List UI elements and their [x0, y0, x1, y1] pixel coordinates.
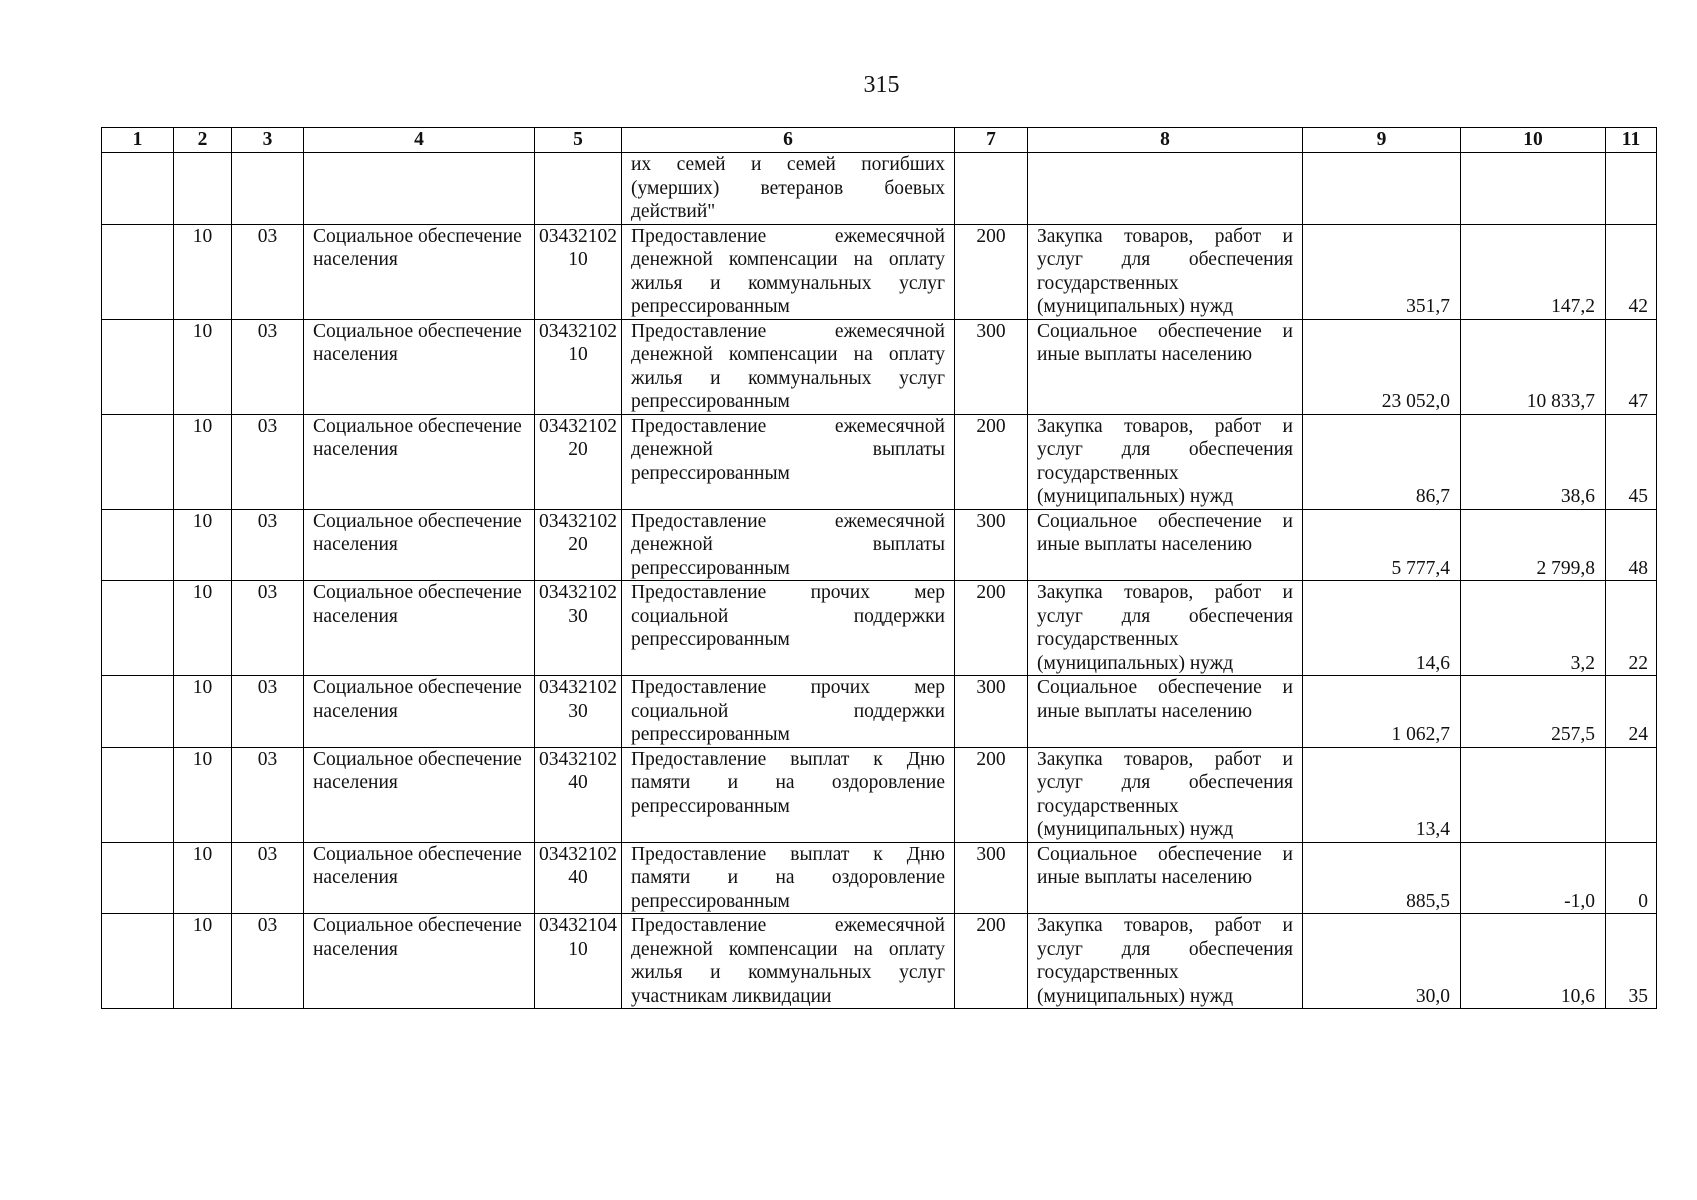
description-line: жилья и коммунальных услуг	[631, 962, 945, 983]
expense-type-line: государственных	[1037, 962, 1179, 983]
expense-type-line: иные выплаты населению	[1037, 534, 1253, 555]
amount-col-10: -1,0	[1461, 842, 1606, 914]
budget-table	[101, 127, 1657, 1009]
col-header-2: 2	[174, 128, 232, 153]
table-row	[102, 509, 1657, 581]
expense-type-line: (муниципальных) нужд	[1037, 486, 1234, 507]
col-header-11: 11	[1606, 128, 1657, 153]
expense-type-line: Социальное обеспечение и	[1037, 320, 1293, 342]
expense-type-line: Закупка товаров, работ и	[1037, 915, 1293, 936]
expense-type-name	[1028, 224, 1303, 319]
cell-empty	[102, 914, 174, 1009]
cell-empty	[102, 581, 174, 676]
expense-type-line: услуг для обеспечения	[1037, 605, 1293, 627]
section-code: 10	[174, 914, 232, 1009]
section-name: Социальное обеспечение населения	[304, 747, 535, 842]
section-code: 10	[174, 509, 232, 581]
description-line: репрессированным	[631, 557, 790, 579]
subsection-code: 03	[232, 747, 304, 842]
col-header-5: 5	[535, 128, 622, 153]
table-row	[102, 676, 1657, 748]
description-line: жилья и коммунальных услуг	[631, 367, 945, 389]
expense-type-line: услуг для обеспечения	[1037, 249, 1293, 270]
description-line: репрессированным	[631, 391, 790, 412]
section-code: 10	[174, 676, 232, 748]
percent-col-11: 0	[1606, 842, 1657, 914]
target-article-code: 0343210220	[535, 509, 622, 581]
description-line: репрессированным	[631, 296, 790, 317]
expense-description	[622, 319, 955, 414]
description-line: репрессированным	[631, 462, 790, 484]
description-line: репрессированным	[631, 724, 790, 745]
page-number: 315	[863, 72, 900, 98]
target-article-code: 0343210210	[535, 319, 622, 414]
expense-type-name	[1028, 676, 1303, 748]
expense-description	[622, 414, 955, 509]
col-header-1: 1	[102, 128, 174, 153]
expense-type-line: услуг для обеспечения	[1037, 938, 1293, 960]
cell-empty	[102, 414, 174, 509]
expense-description	[622, 509, 955, 581]
target-article-code: 0343210240	[535, 842, 622, 914]
amount-col-10: 147,2	[1461, 224, 1606, 319]
expense-type-code: 200	[955, 581, 1028, 676]
expense-type-name	[1028, 747, 1303, 842]
description-line: участникам ликвидации	[631, 985, 832, 1007]
expense-description	[622, 842, 955, 914]
section-name: Социальное обеспечение населения	[304, 581, 535, 676]
cell-empty	[102, 842, 174, 914]
expense-type-line: (муниципальных) нужд	[1037, 985, 1234, 1007]
expense-type-line: услуг для обеспечения	[1037, 772, 1293, 793]
expense-type-code: 200	[955, 414, 1028, 509]
cell-empty	[535, 153, 622, 225]
expense-type-line: (муниципальных) нужд	[1037, 296, 1234, 317]
subsection-code: 03	[232, 842, 304, 914]
expense-type-code: 300	[955, 509, 1028, 581]
description-line: денежной выплаты	[631, 439, 945, 460]
expense-type-line: иные выплаты населению	[1037, 700, 1253, 722]
description-line: социальной поддержки	[631, 605, 945, 627]
expense-type-line: Закупка товаров, работ и	[1037, 748, 1293, 770]
cell-empty	[174, 153, 232, 225]
cell-empty	[955, 153, 1028, 225]
expense-description	[622, 581, 955, 676]
target-article-code: 0343210220	[535, 414, 622, 509]
col-header-10: 10	[1461, 128, 1606, 153]
description-line: Предоставление выплат к Дню	[631, 748, 945, 770]
expense-description	[622, 224, 955, 319]
description-line: Предоставление ежемесячной	[631, 915, 945, 936]
amount-col-9: 351,7	[1303, 224, 1461, 319]
expense-type-code: 200	[955, 914, 1028, 1009]
section-code: 10	[174, 414, 232, 509]
amount-col-9: 1 062,7	[1303, 676, 1461, 748]
expense-type-name	[1028, 319, 1303, 414]
section-name: Социальное обеспечение населения	[304, 842, 535, 914]
description-line: действий"	[631, 201, 716, 222]
expense-type-line: (муниципальных) нужд	[1037, 652, 1234, 674]
cell-empty	[1606, 153, 1657, 225]
target-article-code: 0343210230	[535, 676, 622, 748]
expense-type-line: Социальное обеспечение и	[1037, 510, 1293, 532]
col-header-8: 8	[1028, 128, 1303, 153]
target-article-code: 0343210230	[535, 581, 622, 676]
cell-empty	[102, 676, 174, 748]
amount-col-10: 10,6	[1461, 914, 1606, 1009]
target-article-code: 0343210410	[535, 914, 622, 1009]
description-line: Предоставление прочих мер	[631, 582, 945, 603]
percent-col-11: 22	[1606, 581, 1657, 676]
amount-col-9: 86,7	[1303, 414, 1461, 509]
expense-type-name	[1028, 581, 1303, 676]
expense-type-line: услуг для обеспечения	[1037, 439, 1293, 460]
percent-col-11: 35	[1606, 914, 1657, 1009]
amount-col-9: 23 052,0	[1303, 319, 1461, 414]
description-line: Предоставление ежемесячной	[631, 225, 945, 247]
amount-col-10: 3,2	[1461, 581, 1606, 676]
description-line: денежной компенсации на оплату	[631, 344, 945, 365]
table-row	[102, 842, 1657, 914]
description-line: их семей и семей погибших	[631, 154, 945, 175]
description-line: репрессированным	[631, 795, 790, 817]
cell-empty	[1028, 153, 1303, 225]
description-line: жилья и коммунальных услуг	[631, 272, 945, 294]
subsection-code: 03	[232, 319, 304, 414]
expense-type-code: 300	[955, 319, 1028, 414]
description-line: Предоставление ежемесячной	[631, 510, 945, 532]
expense-type-code: 200	[955, 224, 1028, 319]
expense-description	[622, 747, 955, 842]
expense-type-line: Закупка товаров, работ и	[1037, 415, 1293, 437]
cell-empty	[232, 153, 304, 225]
expense-type-line: государственных	[1037, 629, 1179, 650]
amount-col-9: 30,0	[1303, 914, 1461, 1009]
description-line: (умерших) ветеранов боевых	[631, 177, 945, 199]
percent-col-11: 48	[1606, 509, 1657, 581]
percent-col-11: 42	[1606, 224, 1657, 319]
description-line: денежной компенсации на оплату	[631, 249, 945, 270]
description-line: Предоставление ежемесячной	[631, 415, 945, 437]
expense-type-line: Закупка товаров, работ и	[1037, 582, 1293, 603]
section-code: 10	[174, 224, 232, 319]
col-header-9: 9	[1303, 128, 1461, 153]
col-header-7: 7	[955, 128, 1028, 153]
expense-type-code: 300	[955, 676, 1028, 748]
cell-empty	[102, 224, 174, 319]
col-header-6: 6	[622, 128, 955, 153]
subsection-code: 03	[232, 224, 304, 319]
section-name: Социальное обеспечение населения	[304, 509, 535, 581]
section-name: Социальное обеспечение населения	[304, 414, 535, 509]
amount-col-10	[1461, 747, 1606, 842]
expense-type-line: иные выплаты населению	[1037, 867, 1253, 888]
section-name: Социальное обеспечение населения	[304, 319, 535, 414]
expense-type-line: Закупка товаров, работ и	[1037, 225, 1293, 247]
expense-type-name	[1028, 914, 1303, 1009]
description-line: денежной компенсации на оплату	[631, 938, 945, 960]
amount-col-9: 5 777,4	[1303, 509, 1461, 581]
percent-col-11	[1606, 747, 1657, 842]
section-code: 10	[174, 842, 232, 914]
section-name: Социальное обеспечение населения	[304, 676, 535, 748]
cell-empty	[1303, 153, 1461, 225]
percent-col-11: 24	[1606, 676, 1657, 748]
description-line: памяти и на оздоровление	[631, 772, 945, 793]
table-row	[102, 414, 1657, 509]
expense-type-code: 200	[955, 747, 1028, 842]
description-line: Предоставление прочих мер	[631, 677, 945, 698]
subsection-code: 03	[232, 414, 304, 509]
expense-type-name	[1028, 509, 1303, 581]
amount-col-9: 13,4	[1303, 747, 1461, 842]
header-row	[102, 128, 1657, 153]
description-line: социальной поддержки	[631, 700, 945, 722]
expense-type-line: Социальное обеспечение и	[1037, 843, 1293, 865]
section-name: Социальное обеспечение населения	[304, 914, 535, 1009]
expense-type-line: Социальное обеспечение и	[1037, 677, 1293, 698]
expense-type-line: государственных	[1037, 272, 1179, 294]
expense-type-line: иные выплаты населению	[1037, 344, 1253, 365]
description-line: Предоставление выплат к Дню	[631, 843, 945, 865]
expense-description	[622, 914, 955, 1009]
cell-empty	[102, 747, 174, 842]
table-row	[102, 319, 1657, 414]
expense-type-name	[1028, 414, 1303, 509]
cell-empty	[102, 319, 174, 414]
section-name: Социальное обеспечение населения	[304, 224, 535, 319]
section-code: 10	[174, 581, 232, 676]
target-article-code: 0343210240	[535, 747, 622, 842]
table-row	[102, 747, 1657, 842]
cell-empty	[102, 509, 174, 581]
table-row-continuation	[102, 153, 1657, 225]
amount-col-9: 885,5	[1303, 842, 1461, 914]
table-row	[102, 224, 1657, 319]
expense-type-line: государственных	[1037, 462, 1179, 484]
subsection-code: 03	[232, 581, 304, 676]
amount-col-9: 14,6	[1303, 581, 1461, 676]
table-row	[102, 581, 1657, 676]
description-line: Предоставление ежемесячной	[631, 320, 945, 342]
description-line: денежной выплаты	[631, 534, 945, 555]
cell-empty	[102, 153, 174, 225]
amount-col-10: 2 799,8	[1461, 509, 1606, 581]
expense-type-code: 300	[955, 842, 1028, 914]
col-header-3: 3	[232, 128, 304, 153]
description-line: репрессированным	[631, 629, 790, 650]
subsection-code: 03	[232, 914, 304, 1009]
expense-type-name	[1028, 842, 1303, 914]
target-article-code: 0343210210	[535, 224, 622, 319]
cell-empty	[304, 153, 535, 225]
expense-type-line: (муниципальных) нужд	[1037, 819, 1234, 840]
col-header-4: 4	[304, 128, 535, 153]
continued-description	[622, 153, 955, 225]
description-line: репрессированным	[631, 890, 790, 912]
amount-col-10: 38,6	[1461, 414, 1606, 509]
cell-empty	[1461, 153, 1606, 225]
subsection-code: 03	[232, 676, 304, 748]
section-code: 10	[174, 319, 232, 414]
expense-type-line: государственных	[1037, 795, 1179, 817]
amount-col-10: 257,5	[1461, 676, 1606, 748]
table-row	[102, 914, 1657, 1009]
subsection-code: 03	[232, 509, 304, 581]
percent-col-11: 47	[1606, 319, 1657, 414]
description-line: памяти и на оздоровление	[631, 867, 945, 888]
section-code: 10	[174, 747, 232, 842]
expense-description	[622, 676, 955, 748]
amount-col-10: 10 833,7	[1461, 319, 1606, 414]
percent-col-11: 45	[1606, 414, 1657, 509]
